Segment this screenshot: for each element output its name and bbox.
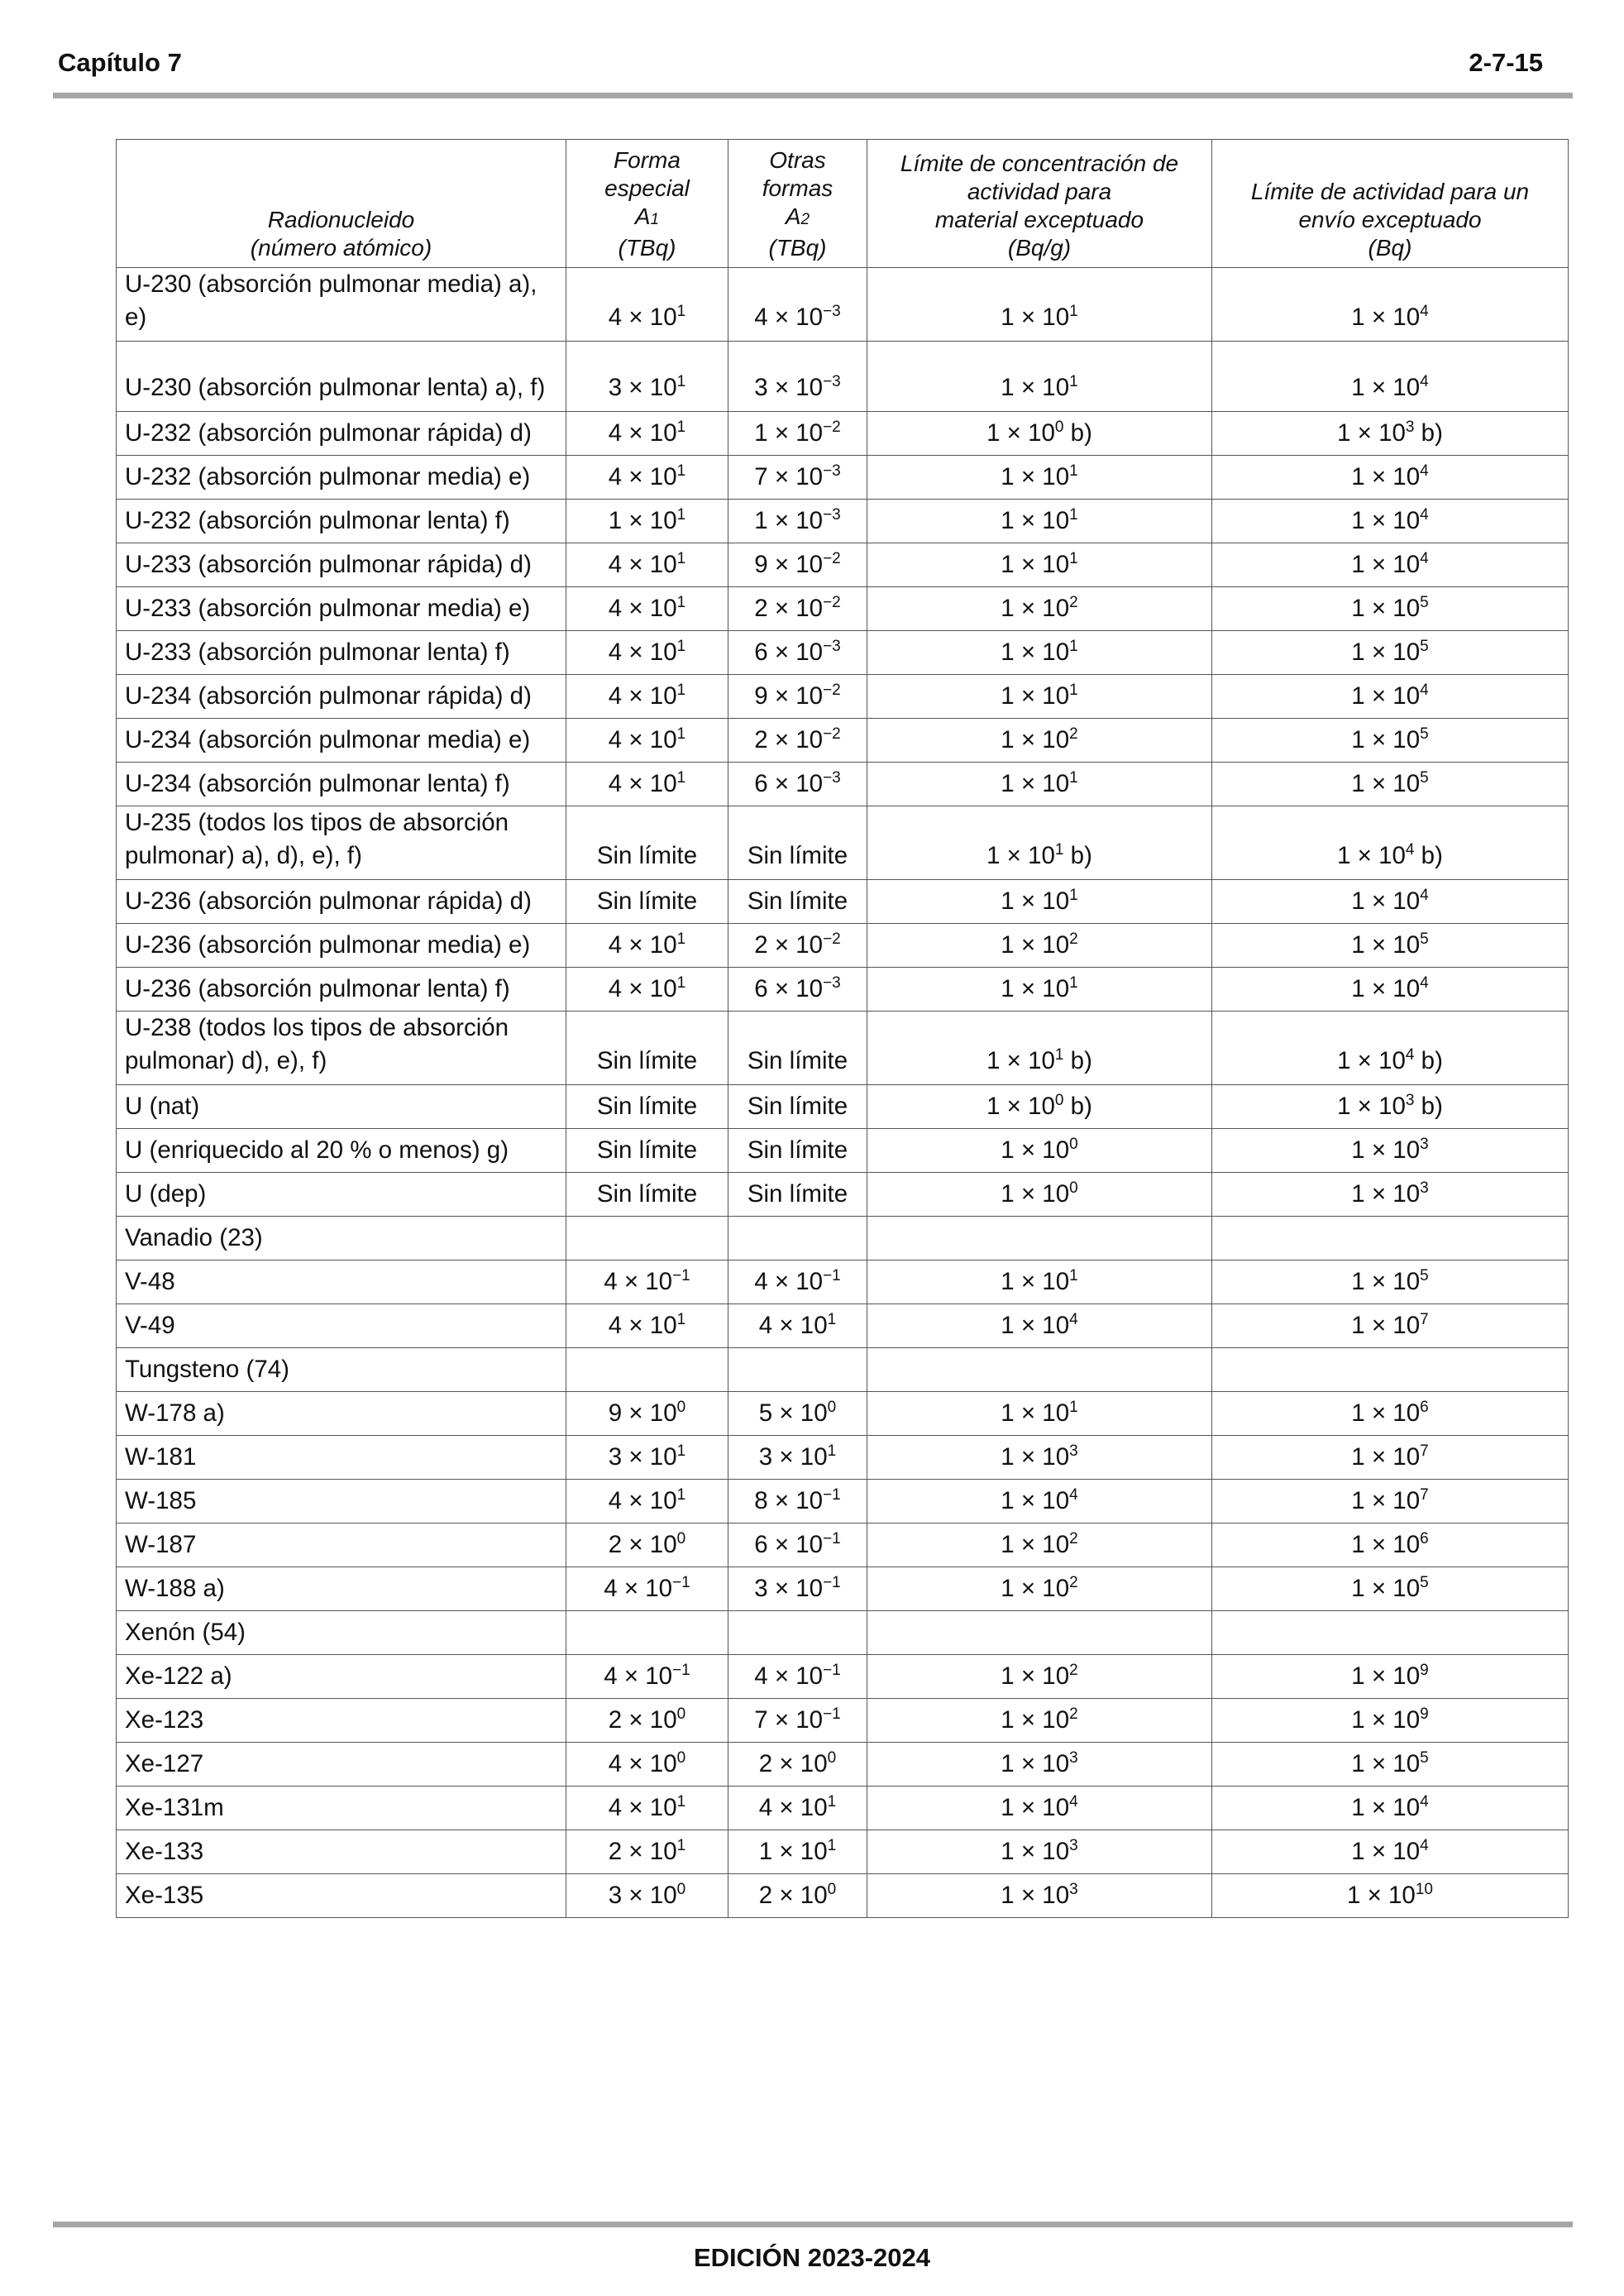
table-row — [117, 342, 1569, 412]
radionuclide-name: Xenón (54) — [117, 1611, 566, 1655]
radionuclide-name: Xe-135 — [117, 1874, 566, 1918]
cell-conc: $1 \times 10^1$ b) — [867, 806, 1212, 880]
cell-ship: $1 \times 10^4$ — [1212, 456, 1569, 500]
page-number: 2-7-15 — [1469, 48, 1543, 77]
cell-conc: $1 \times 10^2$ — [867, 1567, 1212, 1611]
cell-conc: $1 \times 10^3$ — [867, 1830, 1212, 1874]
table-row — [117, 719, 1569, 763]
table-row — [117, 268, 1569, 342]
radionuclide-name: W-181 — [117, 1436, 566, 1480]
cell-ship: $1 \times 10^5$ — [1212, 1260, 1569, 1304]
cell-ship: $1 \times 10^4$ — [1212, 543, 1569, 587]
cell-ship: $1 \times 10^4$ — [1212, 500, 1569, 543]
cell-conc: $1 \times 10^0$ — [867, 1173, 1212, 1217]
table-row — [117, 880, 1569, 924]
cell-a1: $3 \times 10^1$ — [566, 1436, 728, 1480]
table-row — [117, 1012, 1569, 1085]
cell-a2: $9 \times 10^{-2}$ — [728, 675, 867, 719]
radionuclide-name: U-236 (absorción pulmonar media) e) — [117, 924, 566, 968]
cell-ship: $1 \times 10^5$ — [1212, 1743, 1569, 1787]
cell-a2 — [728, 1348, 867, 1392]
cell-a1: $4 \times 10^1$ — [566, 1787, 728, 1830]
table-row — [117, 500, 1569, 543]
cell-conc: $1 \times 10^1$ — [867, 543, 1212, 587]
cell-a1: Sin límite — [566, 806, 728, 880]
radionuclide-name: Xe-131m — [117, 1787, 566, 1830]
cell-ship: $1 \times 10^{10}$ — [1212, 1874, 1569, 1918]
table-row — [117, 412, 1569, 456]
cell-conc: $1 \times 10^2$ — [867, 1699, 1212, 1743]
table-row — [117, 675, 1569, 719]
cell-conc: $1 \times 10^3$ — [867, 1436, 1212, 1480]
cell-a2: $5 \times 10^0$ — [728, 1392, 867, 1436]
cell-a2: $1 \times 10^{-3}$ — [728, 500, 867, 543]
radionuclide-name: Tungsteno (74) — [117, 1348, 566, 1392]
cell-conc: $1 \times 10^3$ — [867, 1743, 1212, 1787]
table-row — [117, 1611, 1569, 1655]
cell-ship — [1212, 1217, 1569, 1260]
cell-a2: $4 \times 10^1$ — [728, 1787, 867, 1830]
radionuclide-name: W-187 — [117, 1523, 566, 1567]
cell-ship: $1 \times 10^4$ — [1212, 675, 1569, 719]
table-row — [117, 456, 1569, 500]
radionuclide-name: U-230 (absorción pulmonar media) a), e) — [117, 268, 566, 342]
cell-conc: $1 \times 10^2$ — [867, 1523, 1212, 1567]
cell-conc: $1 \times 10^1$ — [867, 880, 1212, 924]
cell-conc: $1 \times 10^2$ — [867, 1655, 1212, 1699]
cell-ship: $1 \times 10^3$ — [1212, 1129, 1569, 1173]
cell-ship — [1212, 1348, 1569, 1392]
footer-rule — [53, 2222, 1573, 2227]
cell-a2: $2 \times 10^{-2}$ — [728, 924, 867, 968]
radionuclide-name: U-234 (absorción pulmonar lenta) f) — [117, 763, 566, 806]
page-header — [58, 48, 1566, 84]
cell-ship: $1 \times 10^4$ — [1212, 342, 1569, 412]
cell-conc: $1 \times 10^3$ — [867, 1874, 1212, 1918]
cell-a2: Sin límite — [728, 1085, 867, 1129]
cell-a2: $4 \times 10^1$ — [728, 1304, 867, 1348]
cell-a1: $4 \times 10^1$ — [566, 268, 728, 342]
cell-conc — [867, 1348, 1212, 1392]
cell-a2 — [728, 1611, 867, 1655]
cell-ship: $1 \times 10^3$ — [1212, 1173, 1569, 1217]
cell-conc: $1 \times 10^0$ b) — [867, 1085, 1212, 1129]
cell-a1: $4 \times 10^{-1}$ — [566, 1260, 728, 1304]
cell-a2: $2 \times 10^0$ — [728, 1743, 867, 1787]
table-row — [117, 1348, 1569, 1392]
cell-a2 — [728, 1217, 867, 1260]
cell-ship: $1 \times 10^7$ — [1212, 1304, 1569, 1348]
radionuclide-name: Xe-122 a) — [117, 1655, 566, 1699]
table-row — [117, 924, 1569, 968]
cell-conc: $1 \times 10^4$ — [867, 1304, 1212, 1348]
cell-a2: $9 \times 10^{-2}$ — [728, 543, 867, 587]
cell-a2: $4 \times 10^{-3}$ — [728, 268, 867, 342]
cell-a1: Sin límite — [566, 1085, 728, 1129]
cell-a1 — [566, 1611, 728, 1655]
cell-a1: $2 \times 10^0$ — [566, 1699, 728, 1743]
cell-a1: $4 \times 10^1$ — [566, 587, 728, 631]
table-row — [117, 1787, 1569, 1830]
cell-a2: $2 \times 10^0$ — [728, 1874, 867, 1918]
cell-conc — [867, 1217, 1212, 1260]
radionuclide-name: U-233 (absorción pulmonar rápida) d) — [117, 543, 566, 587]
table-row — [117, 1217, 1569, 1260]
table-row — [117, 806, 1569, 880]
cell-conc: $1 \times 10^4$ — [867, 1480, 1212, 1523]
cell-a1: $9 \times 10^0$ — [566, 1392, 728, 1436]
cell-conc: $1 \times 10^1$ — [867, 968, 1212, 1012]
cell-a1: $4 \times 10^1$ — [566, 543, 728, 587]
cell-conc: $1 \times 10^1$ — [867, 675, 1212, 719]
cell-ship: $1 \times 10^6$ — [1212, 1523, 1569, 1567]
radionuclide-name: V-48 — [117, 1260, 566, 1304]
cell-ship: $1 \times 10^4$ — [1212, 880, 1569, 924]
radionuclide-name: W-188 a) — [117, 1567, 566, 1611]
cell-a2: $3 \times 10^1$ — [728, 1436, 867, 1480]
cell-a1: $4 \times 10^1$ — [566, 675, 728, 719]
cell-ship: $1 \times 10^5$ — [1212, 587, 1569, 631]
cell-ship: $1 \times 10^4$ — [1212, 968, 1569, 1012]
cell-conc: $1 \times 10^1$ — [867, 342, 1212, 412]
cell-a1: $2 \times 10^1$ — [566, 1830, 728, 1874]
cell-a2: $2 \times 10^{-2}$ — [728, 719, 867, 763]
radionuclide-name: W-178 a) — [117, 1392, 566, 1436]
table-row — [117, 968, 1569, 1012]
cell-conc: $1 \times 10^1$ b) — [867, 1012, 1212, 1085]
table-row — [117, 1085, 1569, 1129]
cell-a1 — [566, 1217, 728, 1260]
chapter-label: Capítulo 7 — [58, 48, 182, 77]
cell-ship: $1 \times 10^6$ — [1212, 1392, 1569, 1436]
table-row — [117, 1523, 1569, 1567]
cell-ship: $1 \times 10^4$ b) — [1212, 806, 1569, 880]
table-row — [117, 1699, 1569, 1743]
table-row — [117, 763, 1569, 806]
cell-a2: $1 \times 10^1$ — [728, 1830, 867, 1874]
radionuclide-name: U-236 (absorción pulmonar lenta) f) — [117, 968, 566, 1012]
edition-footer: EDICIÓN 2023-2024 — [693, 2243, 931, 2272]
cell-ship: $1 \times 10^4$ — [1212, 268, 1569, 342]
col-radionuclide: Radionucleido (número atómico) — [117, 140, 566, 268]
col-a1: Forma especial A1 (TBq) — [566, 140, 728, 268]
table-row — [117, 1874, 1569, 1918]
cell-a2: $6 \times 10^{-1}$ — [728, 1523, 867, 1567]
cell-ship: $1 \times 10^5$ — [1212, 631, 1569, 675]
cell-ship: $1 \times 10^5$ — [1212, 719, 1569, 763]
radionuclide-name: U (nat) — [117, 1085, 566, 1129]
cell-conc: $1 \times 10^1$ — [867, 500, 1212, 543]
cell-ship: $1 \times 10^9$ — [1212, 1655, 1569, 1699]
cell-a2: $2 \times 10^{-2}$ — [728, 587, 867, 631]
table-row — [117, 1830, 1569, 1874]
cell-ship: $1 \times 10^5$ — [1212, 763, 1569, 806]
cell-a2: Sin límite — [728, 1173, 867, 1217]
radionuclide-name: U-233 (absorción pulmonar lenta) f) — [117, 631, 566, 675]
cell-conc: $1 \times 10^2$ — [867, 719, 1212, 763]
radionuclide-name: U (dep) — [117, 1173, 566, 1217]
cell-conc: $1 \times 10^1$ — [867, 763, 1212, 806]
cell-a2: $6 \times 10^{-3}$ — [728, 631, 867, 675]
cell-a1: $4 \times 10^1$ — [566, 412, 728, 456]
table-row — [117, 1129, 1569, 1173]
cell-a2: $3 \times 10^{-3}$ — [728, 342, 867, 412]
table-row — [117, 1743, 1569, 1787]
cell-conc: $1 \times 10^1$ — [867, 1392, 1212, 1436]
cell-ship: $1 \times 10^7$ — [1212, 1480, 1569, 1523]
table-row — [117, 1392, 1569, 1436]
cell-a1: $4 \times 10^1$ — [566, 1480, 728, 1523]
radionuclide-name: U-230 (absorción pulmonar lenta) a), f) — [117, 342, 566, 412]
table-row — [117, 1567, 1569, 1611]
table-row — [117, 1480, 1569, 1523]
radionuclide-table — [116, 139, 1569, 1918]
cell-a1: $4 \times 10^1$ — [566, 1304, 728, 1348]
cell-ship: $1 \times 10^4$ — [1212, 1787, 1569, 1830]
cell-conc: $1 \times 10^1$ — [867, 631, 1212, 675]
table-row — [117, 1436, 1569, 1480]
cell-a1: $4 \times 10^{-1}$ — [566, 1567, 728, 1611]
radionuclide-name: U-232 (absorción pulmonar media) e) — [117, 456, 566, 500]
cell-a1: $4 \times 10^1$ — [566, 456, 728, 500]
cell-a1: $4 \times 10^1$ — [566, 968, 728, 1012]
table-row — [117, 587, 1569, 631]
cell-conc: $1 \times 10^1$ — [867, 268, 1212, 342]
cell-a1: $4 \times 10^1$ — [566, 631, 728, 675]
radionuclide-name: U-234 (absorción pulmonar media) e) — [117, 719, 566, 763]
cell-conc: $1 \times 10^0$ — [867, 1129, 1212, 1173]
cell-a1: $2 \times 10^0$ — [566, 1523, 728, 1567]
radionuclide-name: U-238 (todos los tipos de absorción pulmonar) d), e), f) — [117, 1012, 566, 1085]
cell-a1: Sin límite — [566, 1129, 728, 1173]
radionuclide-name: U-234 (absorción pulmonar rápida) d) — [117, 675, 566, 719]
radionuclide-name: U (enriquecido al 20 % o menos) g) — [117, 1129, 566, 1173]
radionuclide-name: Xe-133 — [117, 1830, 566, 1874]
radionuclide-name: U-236 (absorción pulmonar rápida) d) — [117, 880, 566, 924]
table-row — [117, 1304, 1569, 1348]
cell-ship: $1 \times 10^3$ b) — [1212, 412, 1569, 456]
table-body — [117, 268, 1569, 1918]
table-header-row — [117, 140, 1569, 268]
cell-ship: $1 \times 10^7$ — [1212, 1436, 1569, 1480]
cell-a1: $3 \times 10^0$ — [566, 1874, 728, 1918]
cell-a1: $1 \times 10^1$ — [566, 500, 728, 543]
cell-a2: $6 \times 10^{-3}$ — [728, 968, 867, 1012]
cell-conc: $1 \times 10^2$ — [867, 924, 1212, 968]
cell-a1: Sin límite — [566, 1173, 728, 1217]
table-row — [117, 631, 1569, 675]
cell-a2: $6 \times 10^{-3}$ — [728, 763, 867, 806]
col-concentration-limit: Límite de concentración de actividad para material exceptuado (Bq/g) — [867, 140, 1212, 268]
table-row — [117, 1173, 1569, 1217]
cell-a2: Sin límite — [728, 1012, 867, 1085]
cell-a1: $4 \times 10^1$ — [566, 924, 728, 968]
col-shipment-limit: Límite de actividad para un envío exceptuado (Bq) — [1212, 140, 1569, 268]
cell-ship: $1 \times 10^3$ b) — [1212, 1085, 1569, 1129]
radionuclide-name: U-233 (absorción pulmonar media) e) — [117, 587, 566, 631]
cell-a1: $4 \times 10^1$ — [566, 763, 728, 806]
cell-ship: $1 \times 10^9$ — [1212, 1699, 1569, 1743]
cell-ship: $1 \times 10^4$ — [1212, 1830, 1569, 1874]
header-rule — [53, 93, 1573, 98]
radionuclide-name: Xe-123 — [117, 1699, 566, 1743]
radionuclide-name: U-232 (absorción pulmonar rápida) d) — [117, 412, 566, 456]
cell-ship — [1212, 1611, 1569, 1655]
cell-a2: $8 \times 10^{-1}$ — [728, 1480, 867, 1523]
col-a2: Otras formas A2 (TBq) — [728, 140, 867, 268]
cell-a2: Sin límite — [728, 806, 867, 880]
cell-a1: $4 \times 10^0$ — [566, 1743, 728, 1787]
cell-a2: $7 \times 10^{-1}$ — [728, 1699, 867, 1743]
cell-a2: Sin límite — [728, 1129, 867, 1173]
cell-a2: $1 \times 10^{-2}$ — [728, 412, 867, 456]
cell-conc: $1 \times 10^1$ — [867, 1260, 1212, 1304]
cell-a1: $3 \times 10^1$ — [566, 342, 728, 412]
radionuclide-name: W-185 — [117, 1480, 566, 1523]
cell-conc: $1 \times 10^4$ — [867, 1787, 1212, 1830]
cell-a1: Sin límite — [566, 1012, 728, 1085]
radionuclide-name: U-232 (absorción pulmonar lenta) f) — [117, 500, 566, 543]
radionuclide-name: U-235 (todos los tipos de absorción pulmonar) a), d), e), f) — [117, 806, 566, 880]
cell-a1: Sin límite — [566, 880, 728, 924]
cell-a2: Sin límite — [728, 880, 867, 924]
cell-ship: $1 \times 10^4$ b) — [1212, 1012, 1569, 1085]
cell-a2: $7 \times 10^{-3}$ — [728, 456, 867, 500]
radionuclide-name: Xe-127 — [117, 1743, 566, 1787]
cell-a2: $3 \times 10^{-1}$ — [728, 1567, 867, 1611]
cell-ship: $1 \times 10^5$ — [1212, 924, 1569, 968]
cell-conc — [867, 1611, 1212, 1655]
cell-conc: $1 \times 10^0$ b) — [867, 412, 1212, 456]
cell-conc: $1 \times 10^2$ — [867, 587, 1212, 631]
cell-a2: $4 \times 10^{-1}$ — [728, 1655, 867, 1699]
cell-a1: $4 \times 10^{-1}$ — [566, 1655, 728, 1699]
radionuclide-name: V-49 — [117, 1304, 566, 1348]
cell-a2: $4 \times 10^{-1}$ — [728, 1260, 867, 1304]
table-row — [117, 543, 1569, 587]
table-row — [117, 1655, 1569, 1699]
radionuclide-name: Vanadio (23) — [117, 1217, 566, 1260]
cell-ship: $1 \times 10^5$ — [1212, 1567, 1569, 1611]
table-row — [117, 1260, 1569, 1304]
cell-conc: $1 \times 10^1$ — [867, 456, 1212, 500]
cell-a1: $4 \times 10^1$ — [566, 719, 728, 763]
cell-a1 — [566, 1348, 728, 1392]
